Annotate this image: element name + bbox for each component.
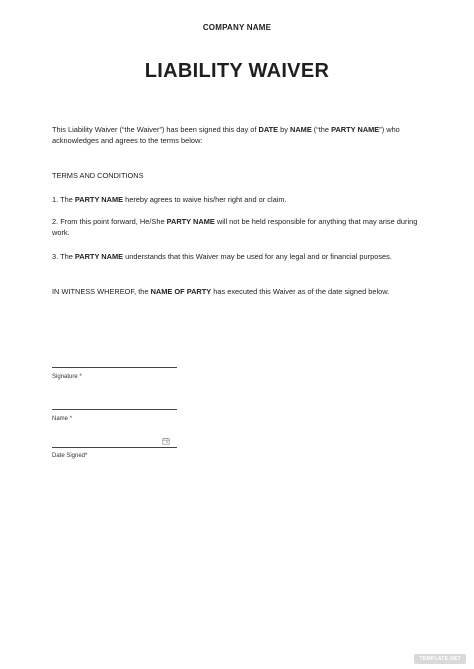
witness-paragraph (52, 286, 424, 297)
template-watermark: TEMPLATE.NET (414, 654, 466, 664)
intro-paragraph (52, 124, 424, 146)
term-item-1 (52, 194, 424, 205)
company-name: COMPANY NAME (202, 23, 272, 32)
term-item-2 (52, 216, 424, 238)
term-3-text-2: understands that this Waiver may be used for any legal and or financial purposes. (123, 252, 392, 261)
date-signed-label: Date Signed* (52, 453, 88, 459)
witness-text-2: has executed this Waiver as of the date signed below. (211, 287, 390, 296)
party-name-placeholder: PARTY NAME (331, 125, 380, 134)
term-2-text-1: 2. From this point forward, He/She (52, 217, 167, 226)
name-field[interactable] (52, 409, 177, 410)
witness-text-1: IN WITNESS WHEREOF, the (52, 287, 151, 296)
term-3-party-name: PARTY NAME (74, 252, 124, 261)
name-label: Name * (52, 416, 73, 422)
term-3-text-1: 3. The (52, 252, 75, 261)
name-of-party-placeholder: NAME OF PARTY (150, 287, 212, 296)
signature-field[interactable] (52, 367, 177, 368)
terms-heading: TERMS AND CONDITIONS (52, 171, 144, 180)
term-1-party-name: PARTY NAME (74, 195, 124, 204)
name-placeholder: NAME (289, 125, 312, 134)
term-2-party-name: PARTY NAME (166, 217, 215, 226)
date-placeholder: DATE (258, 125, 279, 134)
intro-text-4: ”) who acknowledges and agrees to the terms below: (52, 125, 400, 145)
intro-text-3: (“the (311, 125, 332, 134)
calendar-icon[interactable] (162, 437, 170, 445)
term-2-text-2: will not be held responsible for anything that may arise during work. (52, 217, 418, 237)
term-1-text-2: hereby agrees to waive his/her right and or claim. (123, 195, 287, 204)
document-title: LIABILITY WAIVER (144, 60, 330, 82)
date-signed-field[interactable] (52, 447, 177, 448)
intro-text-2: by (278, 125, 290, 134)
term-1-text-1: 1. The (52, 195, 75, 204)
term-item-3 (52, 251, 424, 262)
signature-label: Signature * (52, 374, 82, 380)
intro-text-1: This Liability Waiver (“the Waiver”) has been signed this day of (52, 125, 259, 134)
